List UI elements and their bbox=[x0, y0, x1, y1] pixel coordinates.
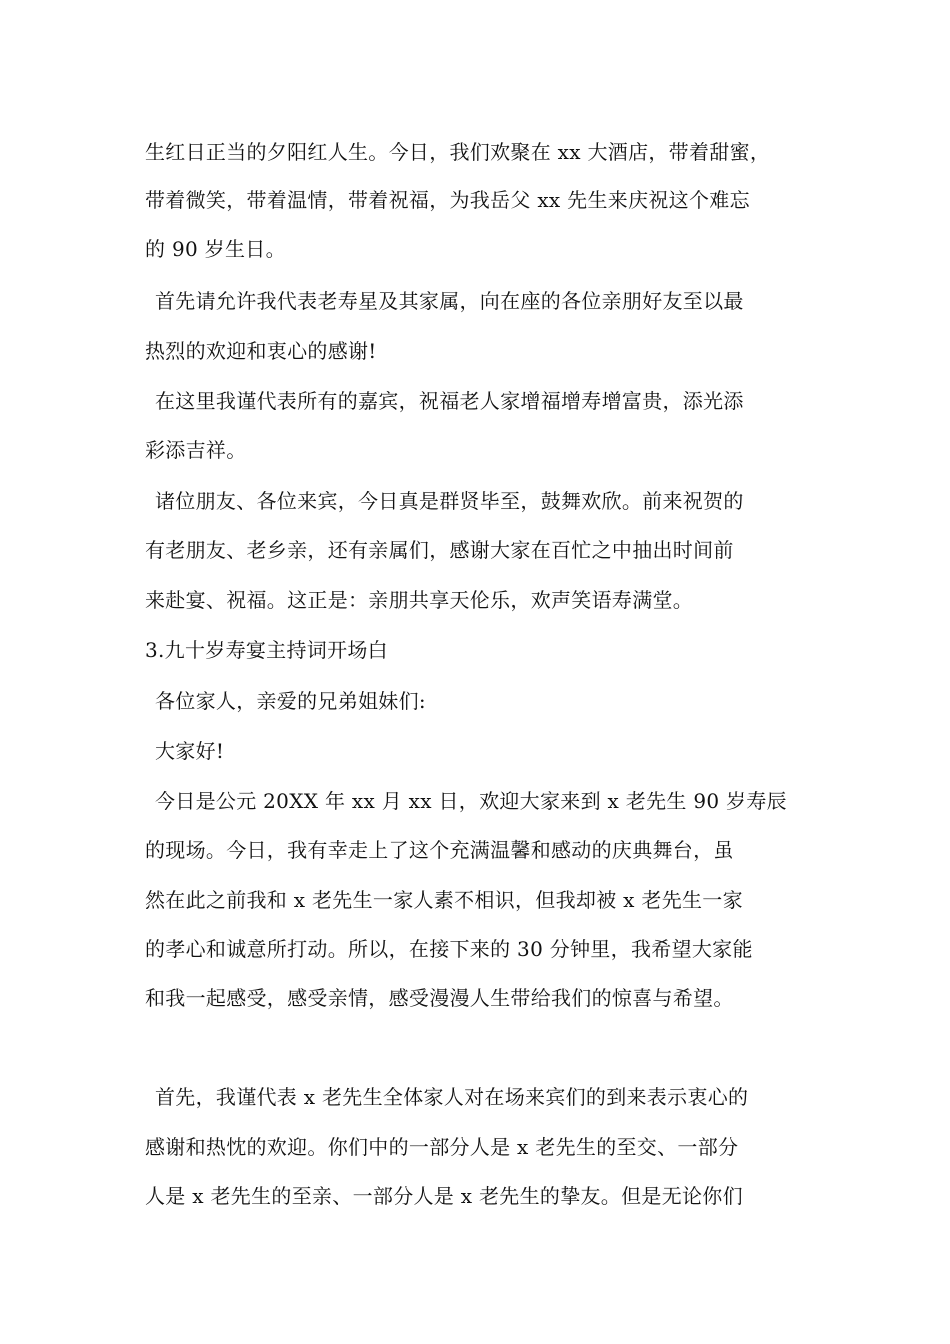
text-line: 在这里我谨代表所有的嘉宾，祝福老人家增福增寿增富贵，添光添 bbox=[155, 389, 744, 413]
text-line: 的孝心和诚意所打动。所以，在接下来的 30 分钟里，我希望大家能 bbox=[145, 937, 753, 961]
text-line: 有老朋友、老乡亲，还有亲属们，感谢大家在百忙之中抽出时间前 bbox=[145, 538, 734, 562]
text-line: 的现场。今日，我有幸走上了这个充满温馨和感动的庆典舞台，虽 bbox=[145, 838, 734, 862]
text-line: 首先请允许我代表老寿星及其家属，向在座的各位亲朋好友至以最 bbox=[155, 289, 744, 313]
text-line: 大家好! bbox=[155, 739, 225, 763]
text-line: 人是 x 老先生的至亲、一部分人是 x 老先生的挚友。但是无论你们 bbox=[145, 1184, 743, 1208]
text-line: 感谢和热忱的欢迎。你们中的一部分人是 x 老先生的至交、一部分 bbox=[145, 1135, 739, 1159]
text-line: 各位家人，亲爱的兄弟姐妹们: bbox=[155, 689, 426, 713]
text-line: 彩添吉祥。 bbox=[145, 438, 247, 462]
text-line: 诸位朋友、各位来宾，今日真是群贤毕至，鼓舞欢欣。前来祝贺的 bbox=[155, 489, 744, 513]
text-line: 今日是公元 20XX 年 xx 月 xx 日，欢迎大家来到 x 老先生 90 岁寿辰 bbox=[155, 789, 787, 813]
text-line: 然在此之前我和 x 老先生一家人素不相识，但我却被 x 老先生一家 bbox=[145, 888, 743, 912]
text-line: 带着微笑，带着温情，带着祝福，为我岳父 xx 先生来庆祝这个难忘 bbox=[145, 188, 750, 212]
text-line: 来赴宴、祝福。这正是：亲朋共享天伦乐，欢声笑语寿满堂。 bbox=[145, 588, 694, 612]
text-line: 的 90 岁生日。 bbox=[145, 237, 286, 261]
text-line: 和我一起感受，感受亲情，感受漫漫人生带给我们的惊喜与希望。 bbox=[145, 986, 734, 1010]
text-line: 热烈的欢迎和衷心的感谢! bbox=[145, 339, 377, 363]
section-heading: 3.九十岁寿宴主持词开场白 bbox=[145, 638, 388, 662]
text-line: 首先，我谨代表 x 老先生全体家人对在场来宾们的到来表示衷心的 bbox=[155, 1085, 749, 1109]
text-line: 生红日正当的夕阳红人生。今日，我们欢聚在 xx 大酒店，带着甜蜜， bbox=[145, 140, 771, 164]
